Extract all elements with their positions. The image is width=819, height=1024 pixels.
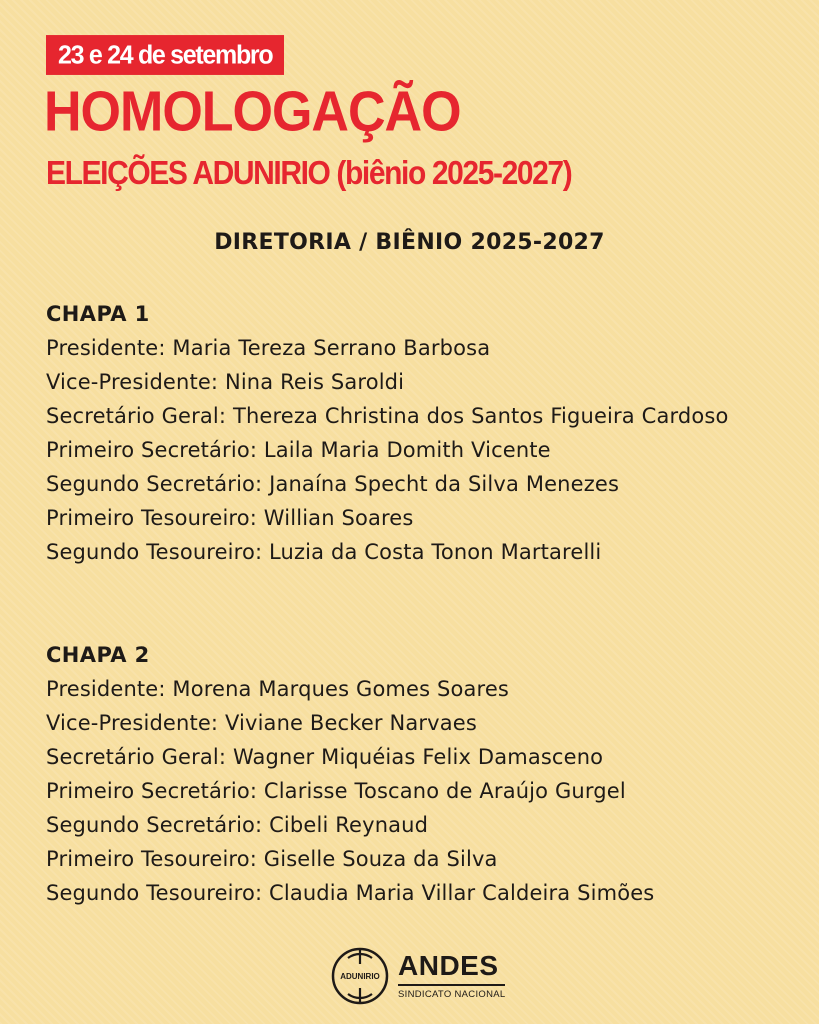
member-list (46, 331, 786, 569)
member-list (46, 672, 786, 910)
member-item: Primeiro Secretário: Laila Maria Domith Vicente (46, 438, 551, 462)
andes-logo-subtitle: SINDICATO NACIONAL (398, 988, 506, 1000)
chapa-title: CHAPA 1 (46, 302, 150, 326)
adunirio-logo-icon (330, 946, 390, 1006)
andes-logo (398, 951, 505, 1002)
chapa-1-section (46, 297, 786, 569)
footer-logos (330, 944, 505, 1008)
member-item: Segundo Secretário: Cibeli Reynaud (46, 813, 429, 837)
page-subtitle: ELEIÇÕES ADUNIRIO (biênio 2025-2027) (46, 155, 572, 192)
date-badge: 23 e 24 de setembro (46, 35, 284, 75)
adunirio-logo-text: ADUNIRIO (340, 972, 380, 981)
member-item: Vice-Presidente: Nina Reis Saroldi (46, 370, 405, 394)
member-item: Presidente: Morena Marques Gomes Soares (46, 677, 510, 701)
member-item: Primeiro Secretário: Clarisse Toscano de Araújo Gurgel (46, 779, 626, 803)
member-item: Presidente: Maria Tereza Serrano Barbosa (46, 336, 491, 360)
member-item: Segundo Secretário: Janaína Specht da Silva Menezes (46, 472, 620, 496)
member-item: Primeiro Tesoureiro: Willian Soares (46, 506, 414, 530)
member-item: Primeiro Tesoureiro: Giselle Souza da Silva (46, 847, 498, 871)
member-item: Vice-Presidente: Viviane Becker Narvaes (46, 711, 477, 735)
member-item: Secretário Geral: Thereza Christina dos Santos Figueira Cardoso (46, 404, 729, 428)
section-heading: DIRETORIA / BIÊNIO 2025-2027 (214, 230, 605, 255)
page-title: HOMOLOGAÇÃO (44, 80, 461, 144)
chapa-2-section (46, 638, 786, 910)
member-item: Segundo Tesoureiro: Claudia Maria Villar Caldeira Simões (46, 881, 655, 905)
member-item: Segundo Tesoureiro: Luzia da Costa Tonon Martarelli (46, 540, 602, 564)
member-item: Secretário Geral: Wagner Miquéias Felix Damasceno (46, 745, 604, 769)
chapa-title: CHAPA 2 (46, 643, 150, 667)
andes-logo-name: ANDES (398, 951, 505, 986)
